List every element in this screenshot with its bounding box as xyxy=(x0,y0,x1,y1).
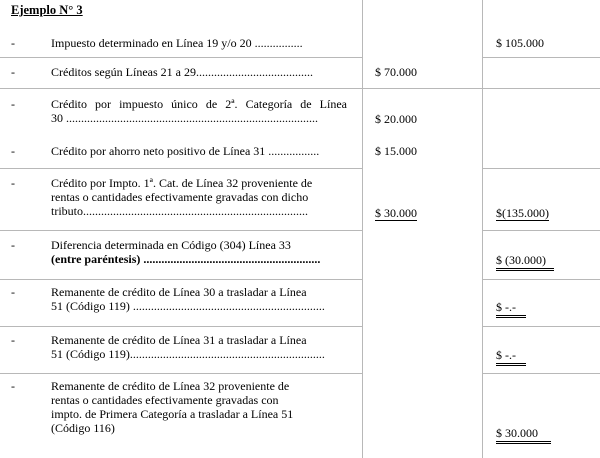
row-description-line: 51 (Código 119)................................................................. xyxy=(51,347,325,361)
row-right-amount-value: $(135.000) xyxy=(496,206,549,220)
row-mid-amount: $ 70.000 xyxy=(375,65,417,79)
row-description xyxy=(51,176,347,218)
row-description-line: Crédito por Impto. 1ª. Cat. de Línea 32 proveniente de xyxy=(51,176,313,190)
row-right-amount xyxy=(496,206,549,221)
row-bullet: - xyxy=(11,144,15,158)
row-description-line: 51 (Código 119) ................................................................ xyxy=(51,299,325,313)
row-right-amount-value: $ -.- xyxy=(496,300,526,318)
row-divider xyxy=(0,168,362,169)
row-bullet: - xyxy=(11,379,15,393)
row-divider xyxy=(0,230,362,231)
row-description xyxy=(51,36,347,50)
row-divider xyxy=(482,279,600,280)
row-description xyxy=(51,238,347,266)
row-bullet: - xyxy=(11,285,15,299)
row-right-amount xyxy=(496,300,526,318)
row-description-line: (Código 116) xyxy=(51,421,115,435)
row-description xyxy=(51,97,347,125)
row-description-line: Remanente de crédito de Línea 30 a trasladar a Línea xyxy=(51,285,307,299)
row-bullet: - xyxy=(11,333,15,347)
row-description-line: Crédito por impuesto único de 2ª. Categoría de Línea xyxy=(51,97,347,111)
row-mid-amount-value: $ 30.000 xyxy=(375,206,417,220)
row-divider xyxy=(482,373,600,374)
page-title-text: Ejemplo N° 3 xyxy=(11,3,83,17)
row-description xyxy=(51,379,347,435)
row-right-amount xyxy=(496,348,526,366)
row-divider xyxy=(482,230,600,231)
row-divider xyxy=(482,168,600,169)
row-right-amount-value: $ -.- xyxy=(496,348,526,366)
row-description-line: rentas o cantidades efectivamente gravadas con dicho xyxy=(51,190,309,204)
row-description-line: Impuesto determinado en Línea 19 y/o 20 ................ xyxy=(51,36,303,50)
row-description xyxy=(51,285,347,313)
row-mid-amount: $ 20.000 xyxy=(375,112,417,126)
row-description-line: Remanente de crédito de Línea 32 proveniente de xyxy=(51,379,290,393)
row-description-line: 30 .................................................................................... xyxy=(51,111,318,125)
row-description-line: impto. de Primera Categoría a trasladar a Línea 51 xyxy=(51,407,294,421)
row-bullet: - xyxy=(11,36,15,50)
row-mid-amount xyxy=(375,206,417,221)
row-description xyxy=(51,65,347,79)
row-right-amount xyxy=(496,426,551,444)
row-description-line: tributo........................................................................... xyxy=(51,204,308,218)
row-right-amount-value: $ (30.000) xyxy=(496,253,554,271)
row-divider xyxy=(0,326,362,327)
column-divider-2 xyxy=(482,0,483,458)
row-divider xyxy=(0,279,362,280)
row-divider xyxy=(0,57,362,58)
row-description xyxy=(51,333,347,361)
row-divider xyxy=(482,326,600,327)
row-description-line: (entre paréntesis) ........................................................... xyxy=(51,252,321,266)
row-right-amount xyxy=(496,253,554,271)
row-description xyxy=(51,144,347,158)
column-divider-1 xyxy=(362,0,363,458)
row-bullet: - xyxy=(11,97,15,111)
row-description-line: Crédito por ahorro neto positivo de Línea 31 ................. xyxy=(51,144,320,158)
row-divider xyxy=(0,88,600,89)
row-description-line: Créditos según Líneas 21 a 29....................................... xyxy=(51,65,313,79)
row-right-amount-value: $ 30.000 xyxy=(496,426,551,444)
row-bullet: - xyxy=(11,176,15,190)
row-description-line: rentas o cantidades efectivamente gravadas con xyxy=(51,393,279,407)
row-description-line: Diferencia determinada en Código (304) Línea 33 xyxy=(51,238,291,252)
row-bullet: - xyxy=(11,238,15,252)
row-mid-amount: $ 15.000 xyxy=(375,144,417,158)
row-bullet: - xyxy=(11,65,15,79)
row-description-line: Remanente de crédito de Línea 31 a trasladar a Línea xyxy=(51,333,307,347)
page-title xyxy=(11,3,83,17)
row-right-amount: $ 105.000 xyxy=(496,36,544,50)
row-divider xyxy=(482,57,600,58)
row-divider xyxy=(0,373,362,374)
